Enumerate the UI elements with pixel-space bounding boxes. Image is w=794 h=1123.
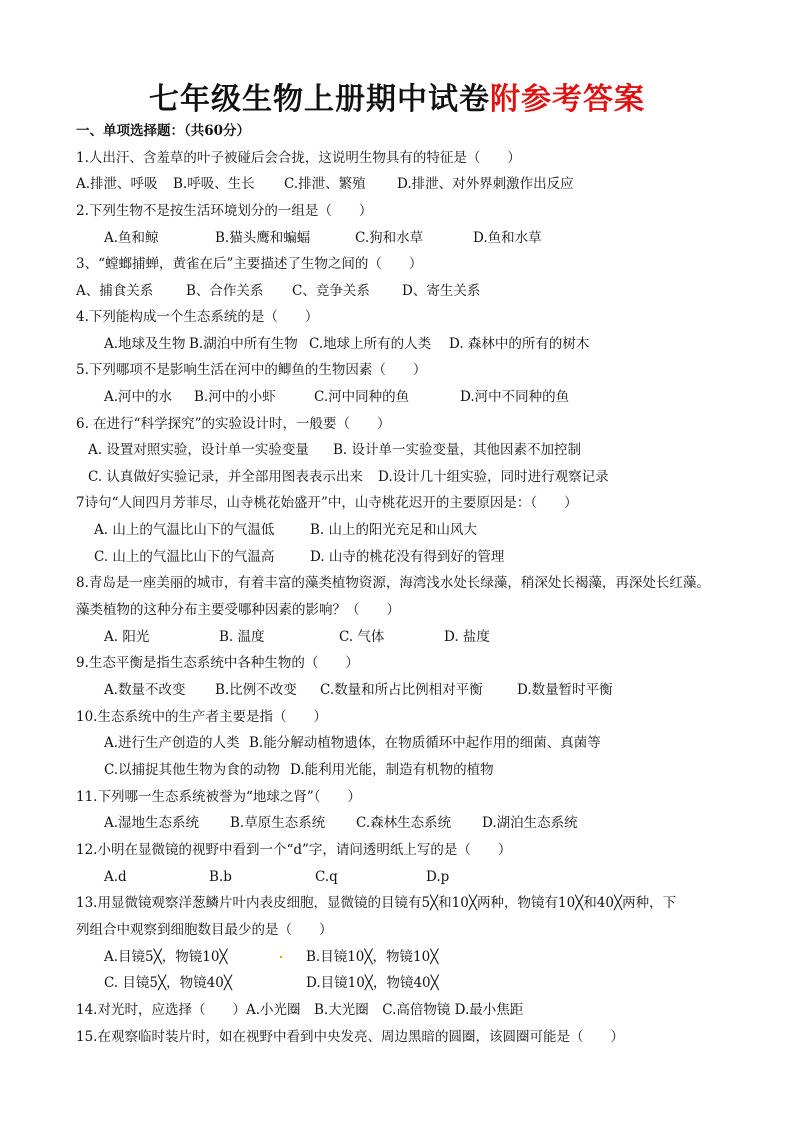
option-b: B.河中的小虾 (194, 389, 276, 405)
question-12: 12.小明在显微镜的视野中看到一个“d”字，请问透明纸上写的是（ ） (76, 842, 512, 858)
option-a: A.排泄、呼吸 (76, 176, 158, 192)
section-heading: 一、单项选择题：（共60分） (76, 123, 251, 139)
page-title (0, 74, 794, 118)
question-2: 2.下列生物不是按生活环境划分的一组是（ ） (76, 203, 373, 219)
question-3: 3、“螳螂捕蝉，黄雀在后”主要描述了生物之间的（ ） (76, 256, 423, 272)
option-d: D. 森林中的所有的树木 (449, 336, 590, 352)
question-10: 10.生态系统中的生产者主要是指（ ） (76, 709, 327, 725)
title-answer-note: 附参考答案 (490, 82, 645, 117)
question-11-options (104, 814, 578, 832)
option-b: B.比例不改变 (215, 682, 297, 698)
option-d: D.设计几十组实验，同时进行观察记录 (378, 469, 609, 485)
option-b: B. 温度 (219, 629, 265, 645)
question-12-options (104, 868, 449, 886)
question-7-options-row1 (94, 521, 477, 539)
question-5: 5.下列哪项不是影响生活在河中的鲫鱼的生物因素（ ） (76, 362, 427, 378)
option-c: C.地球上所有的人类 (309, 336, 432, 352)
option-a: A. 阳光 (104, 629, 150, 645)
option-a: A.湿地生态系统 (104, 815, 200, 831)
option-b: B. 山上的阳光充足和山风大 (310, 522, 478, 538)
option-c: C. 气体 (339, 629, 385, 645)
option-c: C.以捕捉其他生物为食的动物 (104, 762, 281, 778)
question-8-options (104, 628, 490, 646)
question-11: 11.下列哪一生态系统被誉为“地球之肾”（ ） (76, 789, 362, 805)
option-b: B.呼吸、生长 (173, 176, 255, 192)
option-d: D.湖泊生态系统 (482, 815, 578, 831)
option-a: A.d (104, 869, 127, 885)
option-d: D. 盐度 (444, 629, 490, 645)
option-d: D、寄生关系 (402, 283, 481, 299)
question-6-options-row2 (88, 468, 609, 486)
option-c: C.河中同种的鱼 (314, 389, 410, 405)
option-d: D.目镜10╳，物镜40╳ (306, 975, 439, 991)
option-b: B. 设计单一实验变量，其他因素不加控制 (333, 442, 582, 458)
option-a: A.地球及生物 (104, 336, 186, 352)
option-b: B.猫头鹰和蝙蝠 (215, 230, 311, 246)
question-14: 14.对光时，应选择（ ）A.小光圈 B.大光圈 C.高倍物镜 D.最小焦距 (76, 1002, 524, 1018)
question-8: 8.青岛是一座美丽的城市，有着丰富的藻类植物资源，海湾浅水处长绿藻，稍深处长褐藻，再深处长红藻。 (76, 575, 710, 591)
option-b: B.草原生态系统 (230, 815, 326, 831)
question-13-continued: 列组合中观察到细胞数目最少的是（ ） (76, 922, 333, 938)
option-d: D.河中不同种的鱼 (460, 389, 570, 405)
option-d: D.数量暂时平衡 (517, 682, 613, 698)
option-c: C、竞争关系 (292, 283, 370, 299)
question-13-options-row2 (104, 974, 439, 992)
option-d: D.p (426, 869, 450, 885)
option-b: B、合作关系 (186, 283, 264, 299)
question-13: 13.用显微镜观察洋葱鳞片叶内表皮细胞，显微镜的目镜有5╳和10╳两种，物镜有10╳和40╳两种，下 (76, 895, 677, 911)
option-a: A.目镜5╳，物镜10╳ (104, 949, 228, 965)
option-b: B.目镜10╳，物镜10╳ (306, 949, 439, 965)
option-c: C. 认真做好实验记录，并全部用图表表示出来 (88, 469, 363, 485)
stray-dot (280, 956, 282, 958)
option-c: C.森林生态系统 (356, 815, 452, 831)
question-7-options-row2 (94, 548, 504, 566)
option-d: D. 山寺的桃花没有得到好的管理 (310, 549, 505, 565)
question-1-options (76, 175, 574, 193)
option-a: A.数量不改变 (104, 682, 186, 698)
question-13-options-row1 (104, 948, 438, 966)
option-d: D.能利用光能，制造有机物的植物 (290, 762, 494, 778)
option-a: A.鱼和鲸 (104, 230, 159, 246)
question-10-options-row2 (104, 761, 494, 779)
option-c: C.排泄、繁殖 (284, 176, 366, 192)
question-8-continued: 藻类植物的这种分布主要受哪种因素的影响？（ ） (76, 602, 400, 618)
option-a: A.河中的水 (104, 389, 173, 405)
option-b: B.湖泊中所有生物 (189, 336, 298, 352)
option-a: A、捕食关系 (76, 283, 154, 299)
question-2-options (104, 229, 542, 247)
question-6-options-row1 (88, 441, 581, 459)
option-c: C. 目镜5╳，物镜40╳ (104, 975, 232, 991)
option-c: C.数量和所占比例相对平衡 (320, 682, 483, 698)
option-d: D.排泄、对外界刺激作出反应 (397, 176, 574, 192)
question-7: 7诗句“人间四月芳菲尽，山寺桃花始盛开”中，山寺桃花迟开的主要原因是：（ ） (76, 495, 578, 511)
option-a: A.进行生产创造的人类 (104, 735, 240, 751)
question-10-options-row1 (104, 734, 601, 752)
question-4: 4.下列能构成一个生态系统的是（ ） (76, 309, 319, 325)
question-1: 1.人出汗、含羞草的叶子被碰后会合拢，这说明生物具有的特征是（ ） (76, 150, 521, 166)
question-9: 9.生态平衡是指生态系统中各种生物的（ ） (76, 655, 359, 671)
option-a: A. 设置对照实验，设计单一实验变量 (88, 442, 309, 458)
question-6: 6. 在进行“科学探究”的实验设计时，一般要（ ） (76, 416, 391, 432)
title-main: 七年级生物上册期中试卷 (149, 82, 490, 117)
question-5-options (104, 388, 569, 406)
option-c: C.q (315, 869, 338, 885)
option-a: A. 山上的气温比山下的气温低 (94, 522, 275, 538)
option-c: C.狗和水草 (355, 230, 424, 246)
option-d: D.鱼和水草 (473, 230, 542, 246)
question-9-options (104, 681, 613, 699)
question-3-options (76, 282, 480, 300)
question-4-options (104, 335, 589, 353)
option-b: B.b (209, 869, 232, 885)
question-15: 15.在观察临时装片时，如在视野中看到中央发亮、周边黑暗的圆圈，该圆圈可能是（ ） (76, 1029, 624, 1045)
option-c: C. 山上的气温比山下的气温高 (94, 549, 275, 565)
option-b: B.能分解动植物遗体，在物质循环中起作用的细菌、真菌等 (249, 735, 601, 751)
